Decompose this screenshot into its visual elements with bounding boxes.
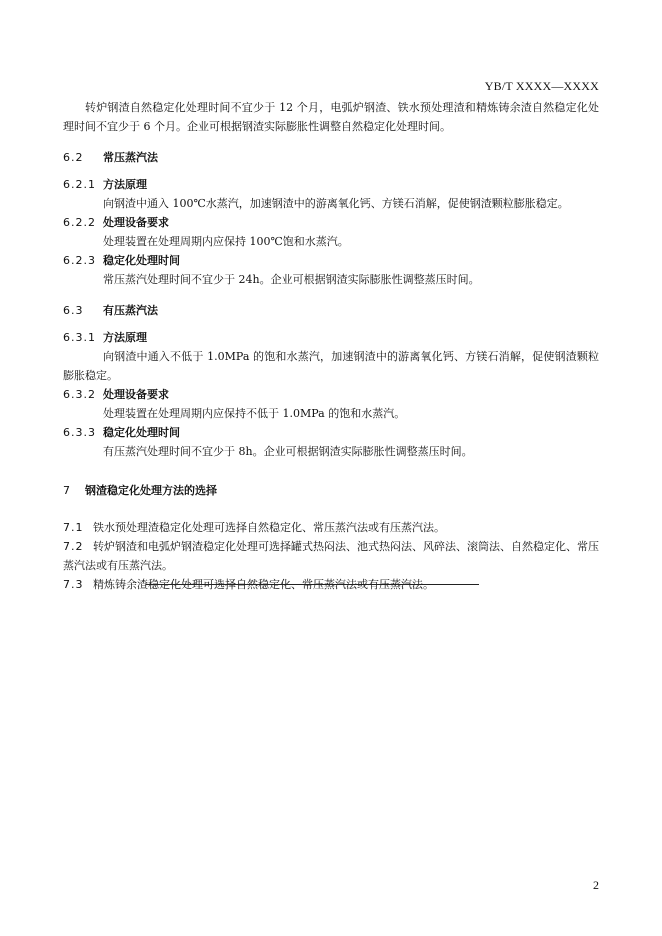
section-6-3-2-heading bbox=[63, 385, 599, 404]
section-number: 6.2.2 bbox=[63, 216, 96, 229]
section-title: 处理设备要求 bbox=[103, 388, 169, 401]
end-of-text-rule bbox=[146, 584, 479, 585]
section-number: 6.2.1 bbox=[63, 178, 96, 191]
document-body bbox=[63, 98, 599, 594]
section-number: 6.3.3 bbox=[63, 426, 96, 439]
page-number: 2 bbox=[593, 878, 599, 892]
intro-paragraph: 转炉钢渣自然稳定化处理时间不宜少于 12 个月，电弧炉钢渣、铁水预处理渣和精炼铸余渣自然稳定化处理时间不宜少于 6 个月。企业可根据钢渣实际膨胀性调整自然稳定化处理时间。 bbox=[63, 101, 599, 133]
section-title: 处理设备要求 bbox=[103, 216, 169, 229]
section-6-3-1-heading bbox=[63, 328, 599, 347]
clause-text: 铁水预处理渣稳定化处理可选择自然稳定化、常压蒸汽法或有压蒸汽法。 bbox=[93, 521, 445, 534]
section-6-3-3-text: 有压蒸汽处理时间不宜少于 8h。企业可根据钢渣实际膨胀性调整蒸压时间。 bbox=[103, 445, 473, 458]
section-6-2-3-text: 常压蒸汽处理时间不宜少于 24h。企业可根据钢渣实际膨胀性调整蒸压时间。 bbox=[103, 273, 480, 286]
section-number: 7 bbox=[63, 484, 71, 497]
clause-text: 转炉钢渣和电弧炉钢渣稳定化处理可选择罐式热闷法、池式热闷法、风碎法、滚筒法、自然稳定化、常压蒸汽法或有压蒸汽法。 bbox=[63, 540, 599, 572]
standard-code: YB/T XXXX—XXXX bbox=[484, 79, 599, 93]
section-6-3-1-text: 向钢渣中通入不低于 1.0MPa 的饱和水蒸汽，加速钢渣中的游离氧化钙、方镁石消解，促使钢渣颗粒膨胀稳定。 bbox=[63, 350, 599, 382]
section-number: 6.3 bbox=[63, 304, 84, 317]
section-title: 稳定化处理时间 bbox=[103, 426, 180, 439]
clause-7-1 bbox=[63, 518, 599, 537]
section-number: 6.3.2 bbox=[63, 388, 96, 401]
clause-number: 7.2 bbox=[63, 540, 84, 553]
section-title: 方法原理 bbox=[103, 178, 147, 191]
section-title: 常压蒸汽法 bbox=[103, 151, 158, 164]
clause-7-2 bbox=[63, 537, 599, 575]
section-6-3-heading bbox=[63, 301, 599, 320]
section-6-2-2-heading bbox=[63, 213, 599, 232]
section-6-3-2-text: 处理装置在处理周期内应保持不低于 1.0MPa 的饱和水蒸汽。 bbox=[103, 407, 406, 420]
section-6-2-heading bbox=[63, 148, 599, 167]
section-6-2-1-heading bbox=[63, 175, 599, 194]
section-number: 6.2 bbox=[63, 151, 84, 164]
section-title: 钢渣稳定化处理方法的选择 bbox=[85, 484, 217, 497]
section-6-3-3-heading bbox=[63, 423, 599, 442]
section-title: 方法原理 bbox=[103, 331, 147, 344]
section-6-2-2-text: 处理装置在处理周期内应保持 100℃饱和水蒸汽。 bbox=[103, 235, 349, 248]
section-number: 6.3.1 bbox=[63, 331, 96, 344]
section-7-heading bbox=[63, 481, 599, 500]
section-number: 6.2.3 bbox=[63, 254, 96, 267]
clause-text: 精炼铸余渣稳定化处理可选择自然稳定化、常压蒸汽法或有压蒸汽法。 bbox=[93, 578, 434, 591]
section-6-2-3-heading bbox=[63, 251, 599, 270]
clause-number: 7.3 bbox=[63, 578, 84, 591]
section-6-2-1-text: 向钢渣中通入 100℃水蒸汽，加速钢渣中的游离氧化钙、方镁石消解，促使钢渣颗粒膨胀稳定。 bbox=[103, 197, 569, 210]
clause-number: 7.1 bbox=[63, 521, 84, 534]
section-title: 有压蒸汽法 bbox=[103, 304, 158, 317]
section-title: 稳定化处理时间 bbox=[103, 254, 180, 267]
